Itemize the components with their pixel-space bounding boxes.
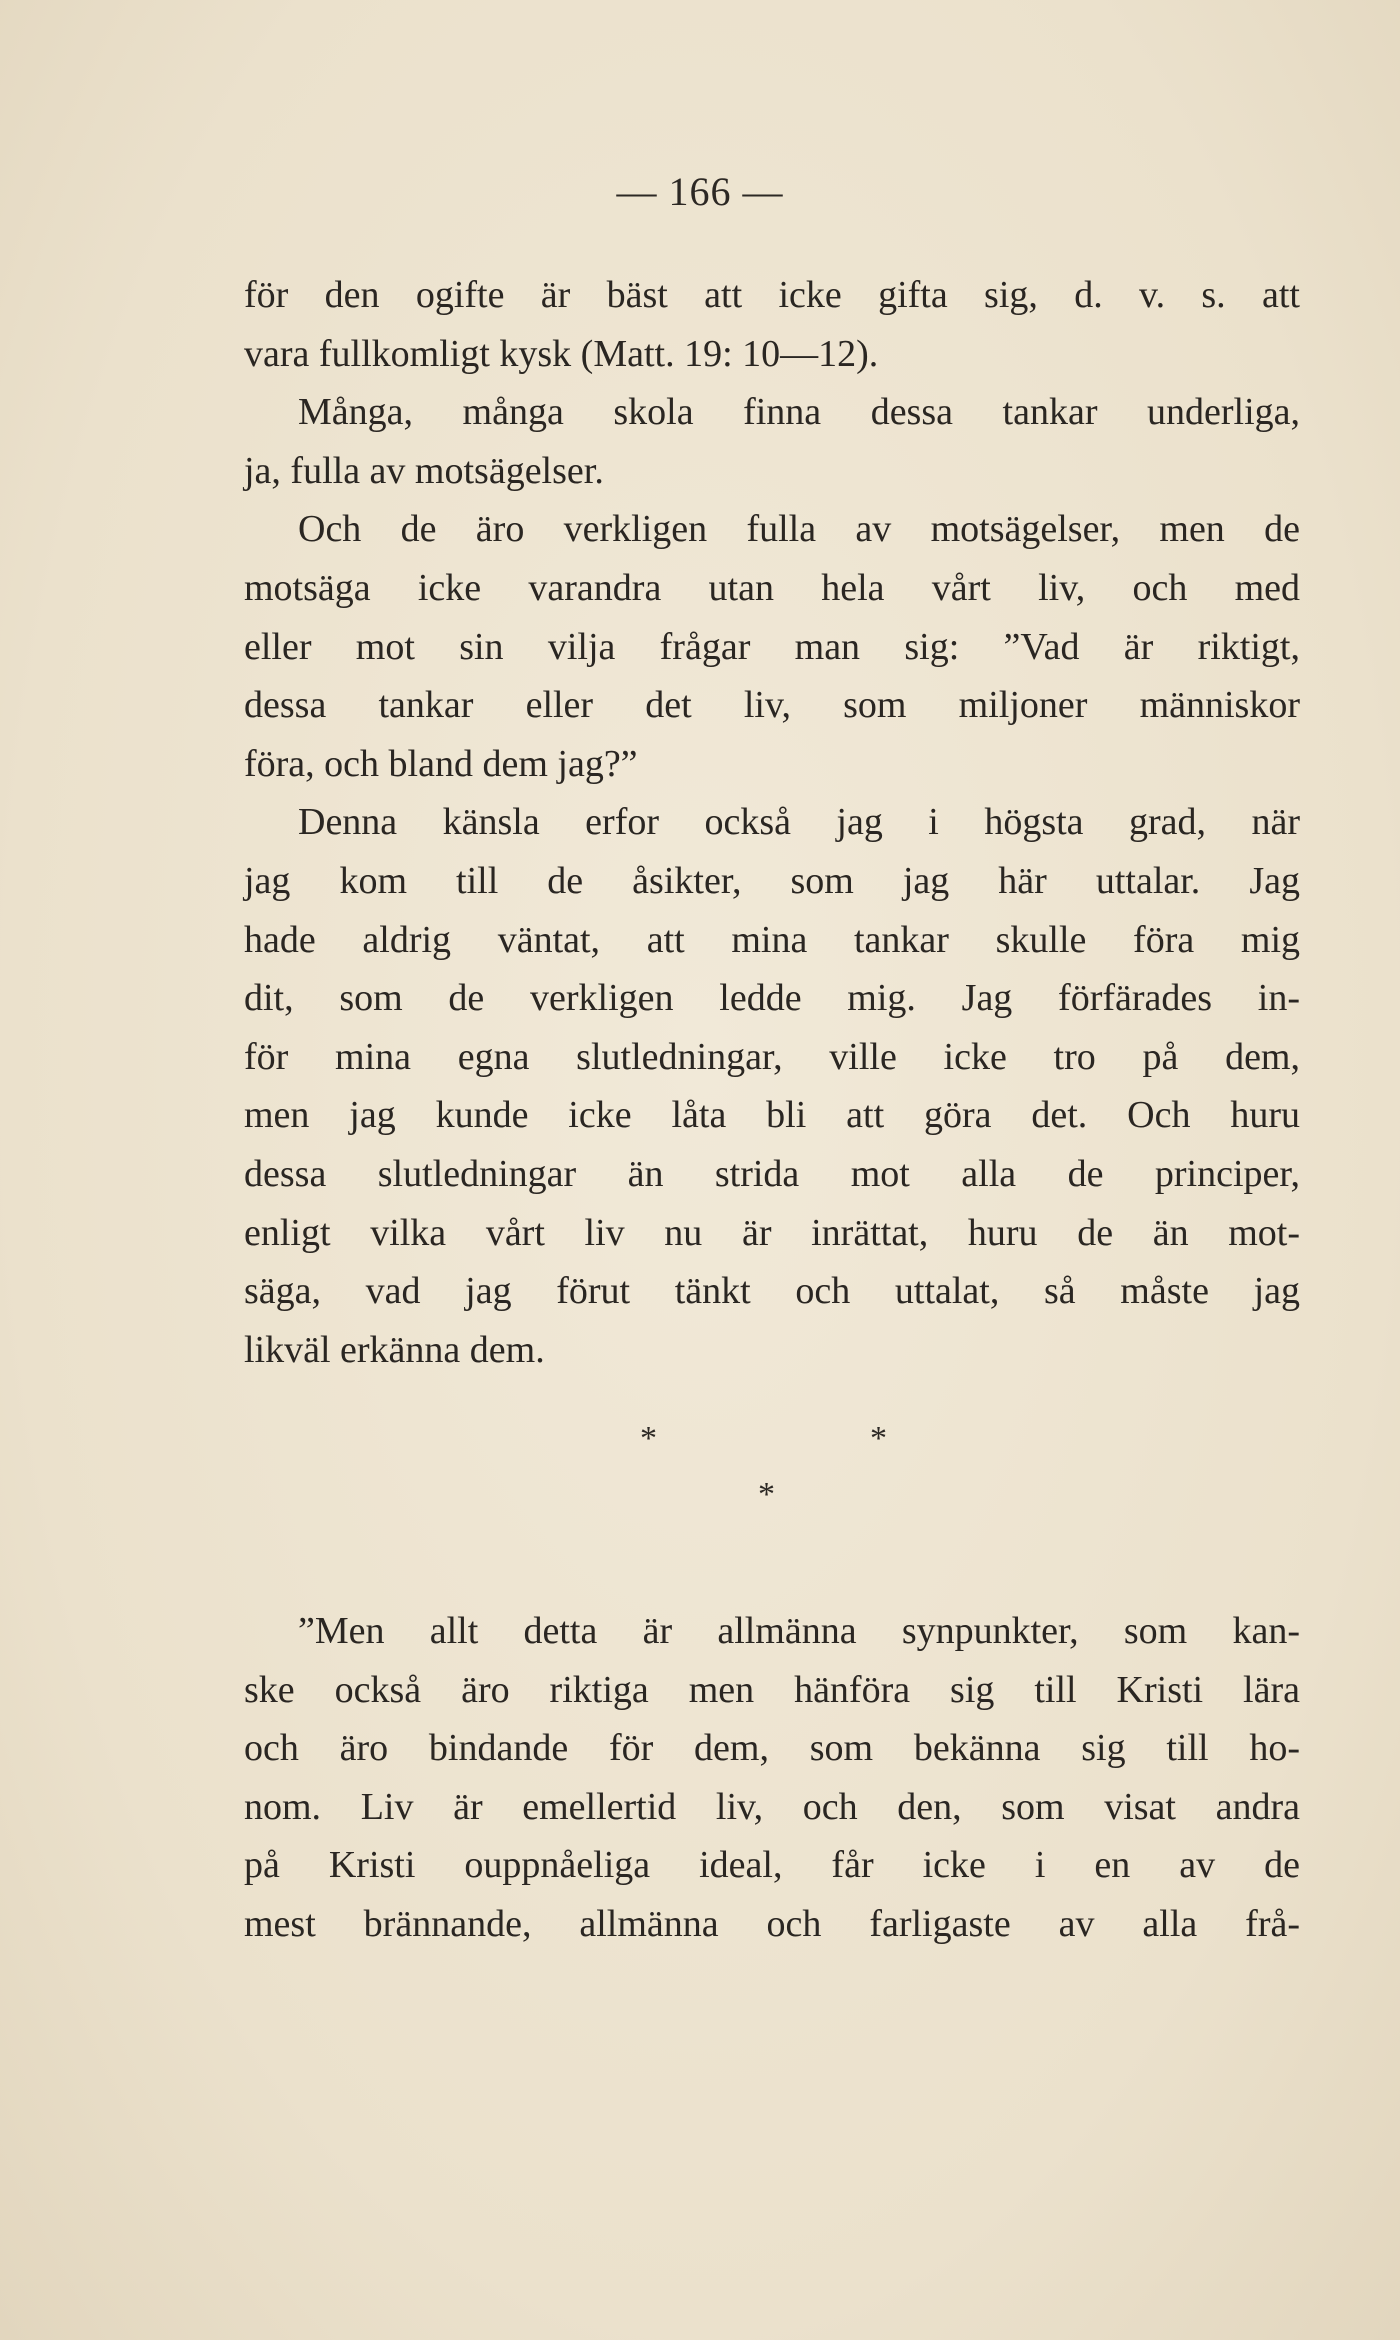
- text-line: dessa tankar eller det liv, som miljoner människor: [244, 684, 1300, 727]
- text-line: säga, vad jag förut tänkt och uttalat, så måste jag: [244, 1270, 1300, 1313]
- text-line: Många, många skola finna dessa tankar underliga,: [298, 391, 1300, 434]
- text-line: Och de äro verkligen fulla av motsägelser, men de: [298, 508, 1300, 551]
- asterisk: *: [870, 1420, 887, 1457]
- text-line: för mina egna slutledningar, ville icke tro på dem,: [244, 1035, 1300, 1078]
- text-line: för den ogifte är bäst att icke gifta sig, d. v. s. att: [244, 274, 1300, 316]
- text-line: föra, och bland dem jag?”: [244, 742, 638, 785]
- page-number: — 166 —: [616, 169, 784, 214]
- text-line: men jag kunde icke låta bli att göra det. Och huru: [244, 1094, 1300, 1137]
- text-line: ja, fulla av motsägelser.: [244, 449, 604, 492]
- text-line: likväl erkänna dem.: [244, 1328, 545, 1371]
- text-line: motsäga icke varandra utan hela vårt liv, och med: [244, 566, 1300, 609]
- text-line: enligt vilka vårt liv nu är inrättat, huru de än mot-: [244, 1211, 1300, 1254]
- text-line: och äro bindande för dem, som bekänna sig till ho-: [244, 1727, 1300, 1770]
- text-line: eller mot sin vilja frågar man sig: ”Vad är riktigt,: [244, 625, 1300, 668]
- section-break-asterism: [0, 1420, 1400, 1520]
- text-line: mest brännande, allmänna och farligaste av alla frå-: [244, 1902, 1300, 1945]
- text-line: hade aldrig väntat, att mina tankar skulle föra mig: [244, 918, 1300, 961]
- text-line: jag kom till de åsikter, som jag här uttalar. Jag: [244, 859, 1300, 902]
- text-line: ske också äro riktiga men hänföra sig till Kristi lära: [244, 1668, 1300, 1711]
- text-line: ”Men allt detta är allmänna synpunkter, som kan-: [298, 1610, 1300, 1652]
- asterisk: *: [640, 1420, 657, 1457]
- text-block-main: [244, 266, 1300, 1379]
- text-line: på Kristi ouppnåeliga ideal, får icke i en av de: [244, 1844, 1300, 1887]
- text-line: nom. Liv är emellertid liv, och den, som visat andra: [244, 1785, 1300, 1828]
- text-line: Denna känsla erfor också jag i högsta grad, när: [298, 801, 1300, 844]
- text-line: dessa slutledningar än strida mot alla de principer,: [244, 1152, 1300, 1195]
- asterisk: *: [758, 1476, 775, 1513]
- text-line: vara fullkomligt kysk (Matt. 19: 10—12).: [244, 332, 879, 375]
- text-line: dit, som de verkligen ledde mig. Jag förfärades in-: [244, 977, 1300, 1020]
- text-block-continuation: [244, 1602, 1300, 1954]
